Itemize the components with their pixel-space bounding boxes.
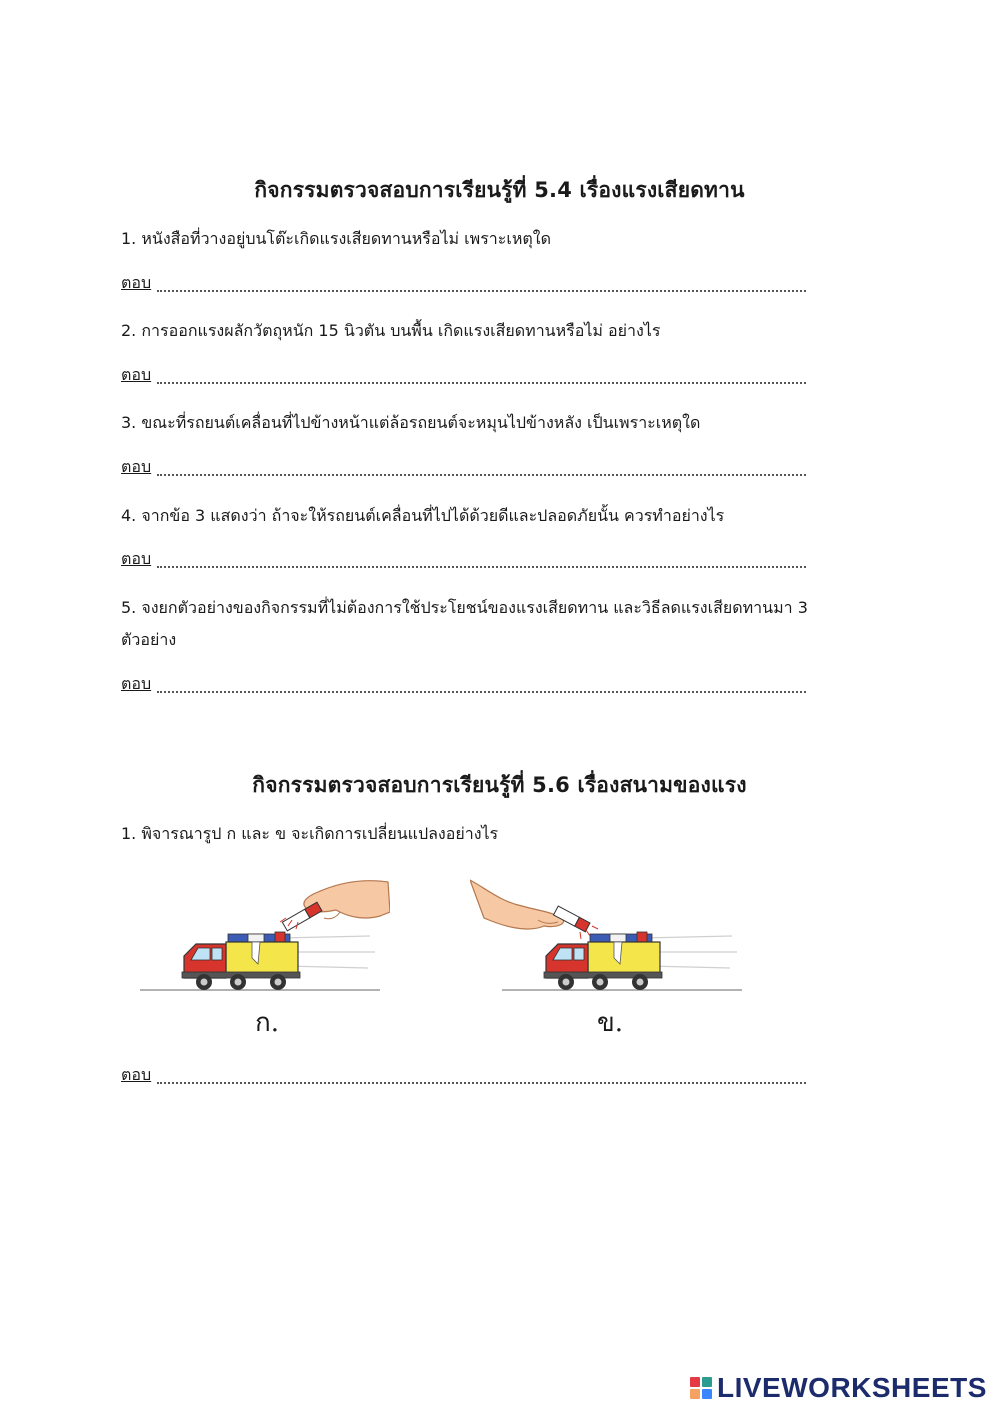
answer-line-5[interactable]	[121, 673, 806, 697]
logo-square-icon	[690, 1389, 700, 1399]
answer-dotted-line	[157, 372, 806, 384]
answer-dotted-line	[157, 464, 806, 476]
answer-label: ตอบ	[121, 457, 152, 476]
answer-line-1[interactable]	[121, 272, 806, 296]
answer-line-3[interactable]	[121, 456, 806, 480]
liveworksheets-logo	[690, 1372, 987, 1404]
caption-a: ก.	[255, 1008, 280, 1038]
answer-line-4[interactable]	[121, 548, 806, 572]
figure-b-truck-magnet	[470, 872, 742, 997]
question-1: 1. หนังสือที่วางอยู่บนโต๊ะเกิดแรงเสียดทานหรือไม่ เพราะเหตุใด	[121, 229, 551, 248]
answer-line-2[interactable]	[121, 364, 806, 388]
logo-square-icon	[690, 1377, 700, 1387]
question-4: 4. จากข้อ 3 แสดงว่า ถ้าจะให้รถยนต์เคลื่อนที่ไปได้ด้วยดีและปลอดภัยนั้น ควรทำอย่างไร	[121, 506, 725, 525]
section-2-question-1: 1. พิจารณารูป ก และ ข จะเกิดการเปลี่ยนแปลงอย่างไร	[121, 824, 499, 843]
section-2-title: กิจกรรมตรวจสอบการเรียนรู้ที่ 5.6 เรื่องสนามของแรง	[252, 773, 747, 797]
logo-text: LIVEWORKSHEETS	[717, 1372, 987, 1403]
answer-dotted-line	[157, 556, 806, 568]
answer-label: ตอบ	[121, 1065, 152, 1084]
logo-square-icon	[702, 1377, 712, 1387]
answer-dotted-line	[157, 1072, 806, 1084]
logo-grid-icon	[690, 1377, 712, 1399]
question-3: 3. ขณะที่รถยนต์เคลื่อนที่ไปข้างหน้าแต่ล้อรถยนต์จะหมุนไปข้างหลัง เป็นเพราะเหตุใด	[121, 413, 701, 432]
answer-label: ตอบ	[121, 674, 152, 693]
answer-label: ตอบ	[121, 549, 152, 568]
section-1-title: กิจกรรมตรวจสอบการเรียนรู้ที่ 5.4 เรื่องแรงเสียดทาน	[254, 178, 745, 202]
answer-label: ตอบ	[121, 273, 152, 292]
answer-label: ตอบ	[121, 365, 152, 384]
question-5: 5. จงยกตัวอย่างของกิจกรรมที่ไม่ต้องการใช้ประโยชน์ของแรงเสียดทาน และวิธีลดแรงเสียดทานมา 3 ตัวอย่าง	[121, 598, 808, 649]
question-2: 2. การออกแรงผลักวัตถุหนัก 15 นิวตัน บนพื้น เกิดแรงเสียดทานหรือไม่ อย่างไร	[121, 321, 661, 340]
caption-b: ข.	[597, 1008, 624, 1038]
answer-dotted-line	[157, 681, 806, 693]
logo-square-icon	[702, 1389, 712, 1399]
answer-dotted-line	[157, 280, 806, 292]
answer-line-figure[interactable]	[121, 1064, 806, 1088]
figure-a-truck-magnet	[140, 872, 390, 997]
